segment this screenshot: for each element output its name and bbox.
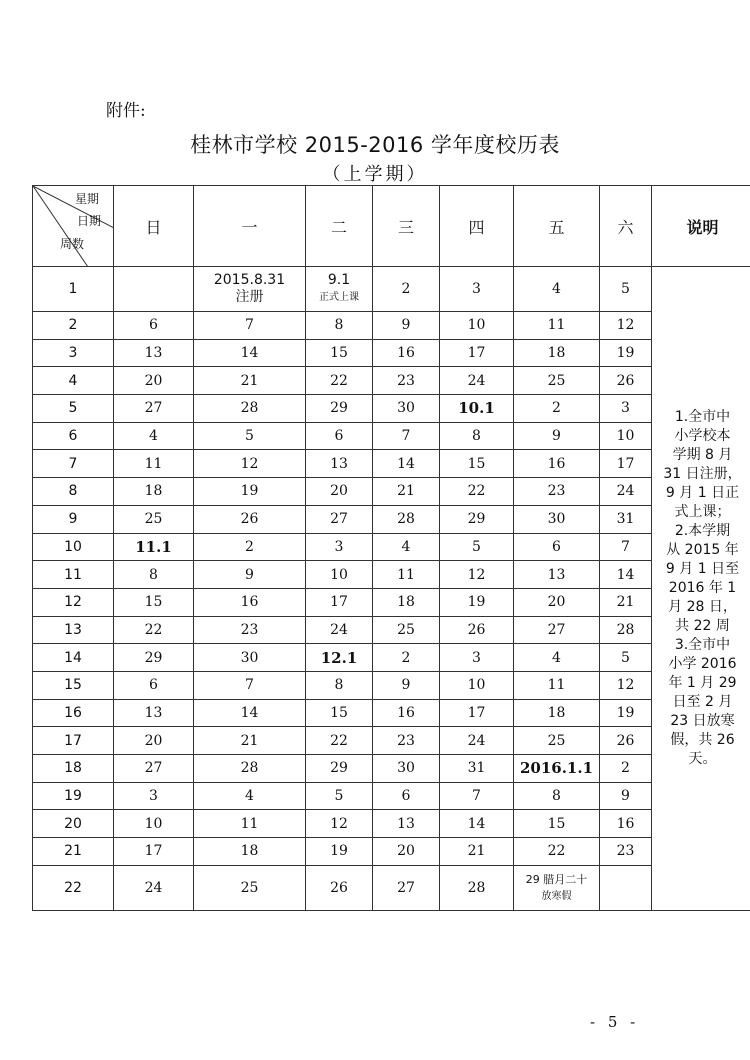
day-cell: 19: [600, 699, 652, 727]
notes-line: 假，共 26: [670, 731, 735, 748]
day-cell: 14: [194, 339, 306, 367]
week-number: 3: [33, 339, 114, 367]
table-row: [33, 644, 750, 672]
day-cell: 12: [600, 671, 652, 699]
corner-diagonal-lines: [33, 186, 114, 267]
day-cell: 4: [514, 267, 600, 312]
day-cell: 9: [373, 312, 440, 340]
table-row: [33, 267, 750, 312]
day-cell: 7: [194, 671, 306, 699]
day-cell: 15: [306, 339, 373, 367]
day-cell: 30: [373, 395, 440, 423]
day-cell: 21: [373, 478, 440, 506]
day-cell: 2016.1.1: [514, 755, 600, 783]
day-cell: 31: [600, 505, 652, 533]
day-cell: 20: [373, 838, 440, 866]
day-cell: 6: [306, 422, 373, 450]
day-cell: 13: [114, 339, 194, 367]
day-cell: 11: [514, 671, 600, 699]
day-cell: 26: [600, 367, 652, 395]
week-number: 17: [33, 727, 114, 755]
day-cell: 21: [600, 588, 652, 616]
day-cell: 3: [440, 644, 514, 672]
table-row: [33, 422, 750, 450]
table-row: [33, 478, 750, 506]
header-row: [33, 186, 750, 267]
day-cell: 19: [600, 339, 652, 367]
day-cell: 28: [373, 505, 440, 533]
winter-break-label: 放寒假: [541, 890, 572, 902]
day-cell: 27: [306, 505, 373, 533]
table-row: [33, 395, 750, 423]
day-cell: 23: [600, 838, 652, 866]
notes-cell: [652, 267, 750, 911]
day-cell: 11: [114, 450, 194, 478]
table-row: [33, 505, 750, 533]
day-cell: 24: [306, 616, 373, 644]
table-row: [33, 561, 750, 589]
day-cell: [114, 267, 194, 312]
notes-line: 月 28 日，: [668, 598, 737, 615]
day-cell: 24: [440, 367, 514, 395]
day-cell: 23: [194, 616, 306, 644]
notes-line: 共 22 周: [675, 617, 730, 634]
attachment-label: 附件:: [106, 101, 146, 121]
day-cell: 27: [114, 395, 194, 423]
day-cell: 29: [114, 644, 194, 672]
week-number: 10: [33, 533, 114, 561]
day-cell: 15: [440, 450, 514, 478]
day-cell: 18: [514, 339, 600, 367]
notes-line: 小学校本: [674, 427, 731, 444]
notes-line: 31 日注册，: [663, 465, 742, 482]
day-cell: 9: [514, 422, 600, 450]
corner-date-label: 日期: [77, 214, 102, 228]
day-cell: 8: [306, 671, 373, 699]
day-cell: 2: [194, 533, 306, 561]
day-cell: 14: [194, 699, 306, 727]
day-cell: 11: [514, 312, 600, 340]
day-cell: 19: [306, 838, 373, 866]
day-cell: 22: [440, 478, 514, 506]
corner-header-cell: [33, 186, 114, 267]
day-cell: 20: [514, 588, 600, 616]
day-cell: 11.1: [114, 533, 194, 561]
day-cell: 9: [194, 561, 306, 589]
page-number: - 5 -: [590, 1013, 640, 1031]
notes-line: 3.全市中: [674, 636, 731, 653]
notes-line: 从 2015 年: [666, 541, 739, 558]
day-cell: 16: [194, 588, 306, 616]
corner-week-no-label: 周数: [60, 237, 85, 251]
registration-label: 注册: [235, 289, 264, 305]
day-cell: 28: [600, 616, 652, 644]
day-cell: 7: [600, 533, 652, 561]
day-cell: 20: [114, 727, 194, 755]
week-number: 7: [33, 450, 114, 478]
notes-line: 23 日放寒: [670, 712, 735, 729]
week-number: 12: [33, 588, 114, 616]
week-number: 20: [33, 810, 114, 838]
day-cell: 10: [306, 561, 373, 589]
day-cell: 21: [440, 838, 514, 866]
week-number: 15: [33, 671, 114, 699]
day-cell: 13: [114, 699, 194, 727]
header-mon: 一: [194, 186, 306, 267]
day-cell: 4: [114, 422, 194, 450]
day-cell: 30: [194, 644, 306, 672]
table-row: [33, 727, 750, 755]
day-cell: 2: [373, 644, 440, 672]
day-cell: 14: [600, 561, 652, 589]
day-cell: 27: [114, 755, 194, 783]
week-number: 8: [33, 478, 114, 506]
page-subtitle: （上学期）: [322, 164, 428, 185]
day-cell: 6: [373, 782, 440, 810]
week-number: 18: [33, 755, 114, 783]
table-row: [33, 588, 750, 616]
day-cell: 16: [514, 450, 600, 478]
day-cell: 10: [440, 671, 514, 699]
table-row: [33, 367, 750, 395]
day-cell-winter-break: [514, 865, 600, 910]
day-cell: 3: [440, 267, 514, 312]
day-cell: [600, 865, 652, 910]
day-cell: 23: [514, 478, 600, 506]
table-row: [33, 533, 750, 561]
day-cell: 25: [373, 616, 440, 644]
week-number: 16: [33, 699, 114, 727]
day-cell: 6: [114, 312, 194, 340]
week-number: 2: [33, 312, 114, 340]
page-title: 桂林市学校 2015-2016 学年度校历表: [190, 133, 560, 157]
day-cell: 15: [514, 810, 600, 838]
header-sun: 日: [114, 186, 194, 267]
table-row: [33, 312, 750, 340]
day-cell: 12: [600, 312, 652, 340]
day-cell: 19: [440, 588, 514, 616]
day-cell: 8: [306, 312, 373, 340]
week-number: 11: [33, 561, 114, 589]
day-cell: 6: [514, 533, 600, 561]
day-cell: 13: [373, 810, 440, 838]
day-cell-classes-start: [306, 267, 373, 312]
notes-line: 年 1 月 29: [668, 674, 737, 691]
table-row: [33, 671, 750, 699]
day-cell: 19: [194, 478, 306, 506]
day-cell: 7: [194, 312, 306, 340]
day-cell: 7: [440, 782, 514, 810]
day-cell: 20: [114, 367, 194, 395]
day-cell: 25: [514, 367, 600, 395]
day-cell: 23: [373, 367, 440, 395]
classes-start-label: 正式上课: [319, 292, 359, 303]
day-cell: 28: [194, 755, 306, 783]
day-cell: 8: [440, 422, 514, 450]
day-cell: 18: [514, 699, 600, 727]
day-cell: 26: [194, 505, 306, 533]
notes-line: 2.本学期: [674, 522, 731, 539]
day-cell: 17: [306, 588, 373, 616]
day-cell: 9: [373, 671, 440, 699]
day-cell: 28: [194, 395, 306, 423]
day-cell: 10: [114, 810, 194, 838]
corner-weekday-label: 星期: [75, 192, 100, 206]
day-cell: 2: [373, 267, 440, 312]
day-cell: 12: [194, 450, 306, 478]
day-cell: 17: [114, 838, 194, 866]
day-cell: 14: [373, 450, 440, 478]
notes-line: 9 月 1 日至: [665, 560, 740, 577]
day-cell: 18: [373, 588, 440, 616]
day-cell: 5: [440, 533, 514, 561]
table-row: [33, 339, 750, 367]
day-cell: 26: [306, 865, 373, 910]
day-cell: 28: [440, 865, 514, 910]
header-notes: 说明: [652, 186, 750, 267]
day-cell: 25: [114, 505, 194, 533]
notes-line: 9 月 1 日正: [665, 484, 740, 501]
day-cell: 16: [373, 339, 440, 367]
notes-line: 式上课；: [674, 503, 731, 520]
day-cell: 25: [194, 865, 306, 910]
day-cell: 7: [373, 422, 440, 450]
school-calendar-table: [32, 185, 750, 911]
day-cell: 22: [306, 367, 373, 395]
day-cell: 10: [440, 312, 514, 340]
table-row: [33, 616, 750, 644]
table-row: [33, 450, 750, 478]
day-cell: 29: [306, 755, 373, 783]
header-tue: 二: [306, 186, 373, 267]
day-cell: 17: [440, 339, 514, 367]
table-row: [33, 810, 750, 838]
week-number: 13: [33, 616, 114, 644]
day-cell: 24: [600, 478, 652, 506]
day-cell: 31: [440, 755, 514, 783]
day-cell: 22: [114, 616, 194, 644]
day-cell: 27: [514, 616, 600, 644]
week-number: 4: [33, 367, 114, 395]
day-cell: 16: [600, 810, 652, 838]
day-cell: 3: [306, 533, 373, 561]
day-cell: 8: [514, 782, 600, 810]
day-cell: 12.1: [306, 644, 373, 672]
header-sat: 六: [600, 186, 652, 267]
day-cell: 23: [373, 727, 440, 755]
notes-line: 1.全市中: [674, 408, 731, 425]
header-thu: 四: [440, 186, 514, 267]
day-cell: 29: [306, 395, 373, 423]
day-cell: 2: [600, 755, 652, 783]
day-cell: 22: [514, 838, 600, 866]
day-cell: 10.1: [440, 395, 514, 423]
table-row: [33, 699, 750, 727]
day-cell: 30: [514, 505, 600, 533]
day-cell: 3: [114, 782, 194, 810]
day-cell: 20: [306, 478, 373, 506]
day-cell: 17: [440, 699, 514, 727]
day-cell: 9: [600, 782, 652, 810]
day-cell: 8: [114, 561, 194, 589]
day-cell: 5: [306, 782, 373, 810]
day-cell: 24: [114, 865, 194, 910]
day-cell: 15: [306, 699, 373, 727]
day-cell: 22: [306, 727, 373, 755]
week-number: 19: [33, 782, 114, 810]
day-cell: 25: [514, 727, 600, 755]
notes-line: 小学 2016: [668, 655, 737, 672]
day-cell: 12: [440, 561, 514, 589]
day-cell: 24: [440, 727, 514, 755]
classes-start-date: 9.1: [327, 272, 351, 288]
day-cell: 29: [440, 505, 514, 533]
table-row: [33, 865, 750, 910]
day-cell: 26: [440, 616, 514, 644]
day-cell: 11: [373, 561, 440, 589]
day-cell: 2: [514, 395, 600, 423]
day-cell: 26: [600, 727, 652, 755]
header-fri: 五: [514, 186, 600, 267]
week-number: 1: [33, 267, 114, 312]
day-cell: 13: [514, 561, 600, 589]
registration-date: 2015.8.31: [213, 272, 286, 288]
day-cell: 5: [600, 267, 652, 312]
day-cell: 14: [440, 810, 514, 838]
day-cell: 13: [306, 450, 373, 478]
week-number: 6: [33, 422, 114, 450]
week-number: 21: [33, 838, 114, 866]
day-cell: 11: [194, 810, 306, 838]
table-row: [33, 755, 750, 783]
week-number: 14: [33, 644, 114, 672]
day-cell: 18: [114, 478, 194, 506]
day-cell: 4: [514, 644, 600, 672]
day-cell: 15: [114, 588, 194, 616]
day-cell: 17: [600, 450, 652, 478]
notes-line: 2016 年 1: [668, 579, 737, 596]
day-cell: 16: [373, 699, 440, 727]
notes-line: 学期 8 月: [672, 446, 733, 463]
notes-line: 日至 2 月: [672, 693, 733, 710]
day-cell: 27: [373, 865, 440, 910]
day-cell: 3: [600, 395, 652, 423]
day-cell: 4: [373, 533, 440, 561]
day-cell-registration: [194, 267, 306, 312]
notes-line: 天。: [688, 750, 717, 767]
day-cell: 5: [600, 644, 652, 672]
day-cell: 30: [373, 755, 440, 783]
day-cell: 5: [194, 422, 306, 450]
header-wed: 三: [373, 186, 440, 267]
winter-break-date: 29 腊月二十: [525, 872, 588, 886]
table-row: [33, 782, 750, 810]
day-cell: 10: [600, 422, 652, 450]
day-cell: 21: [194, 367, 306, 395]
day-cell: 6: [114, 671, 194, 699]
day-cell: 4: [194, 782, 306, 810]
week-number: 9: [33, 505, 114, 533]
week-number: 22: [33, 865, 114, 910]
week-number: 5: [33, 395, 114, 423]
table-row: [33, 838, 750, 866]
day-cell: 12: [306, 810, 373, 838]
day-cell: 21: [194, 727, 306, 755]
day-cell: 18: [194, 838, 306, 866]
